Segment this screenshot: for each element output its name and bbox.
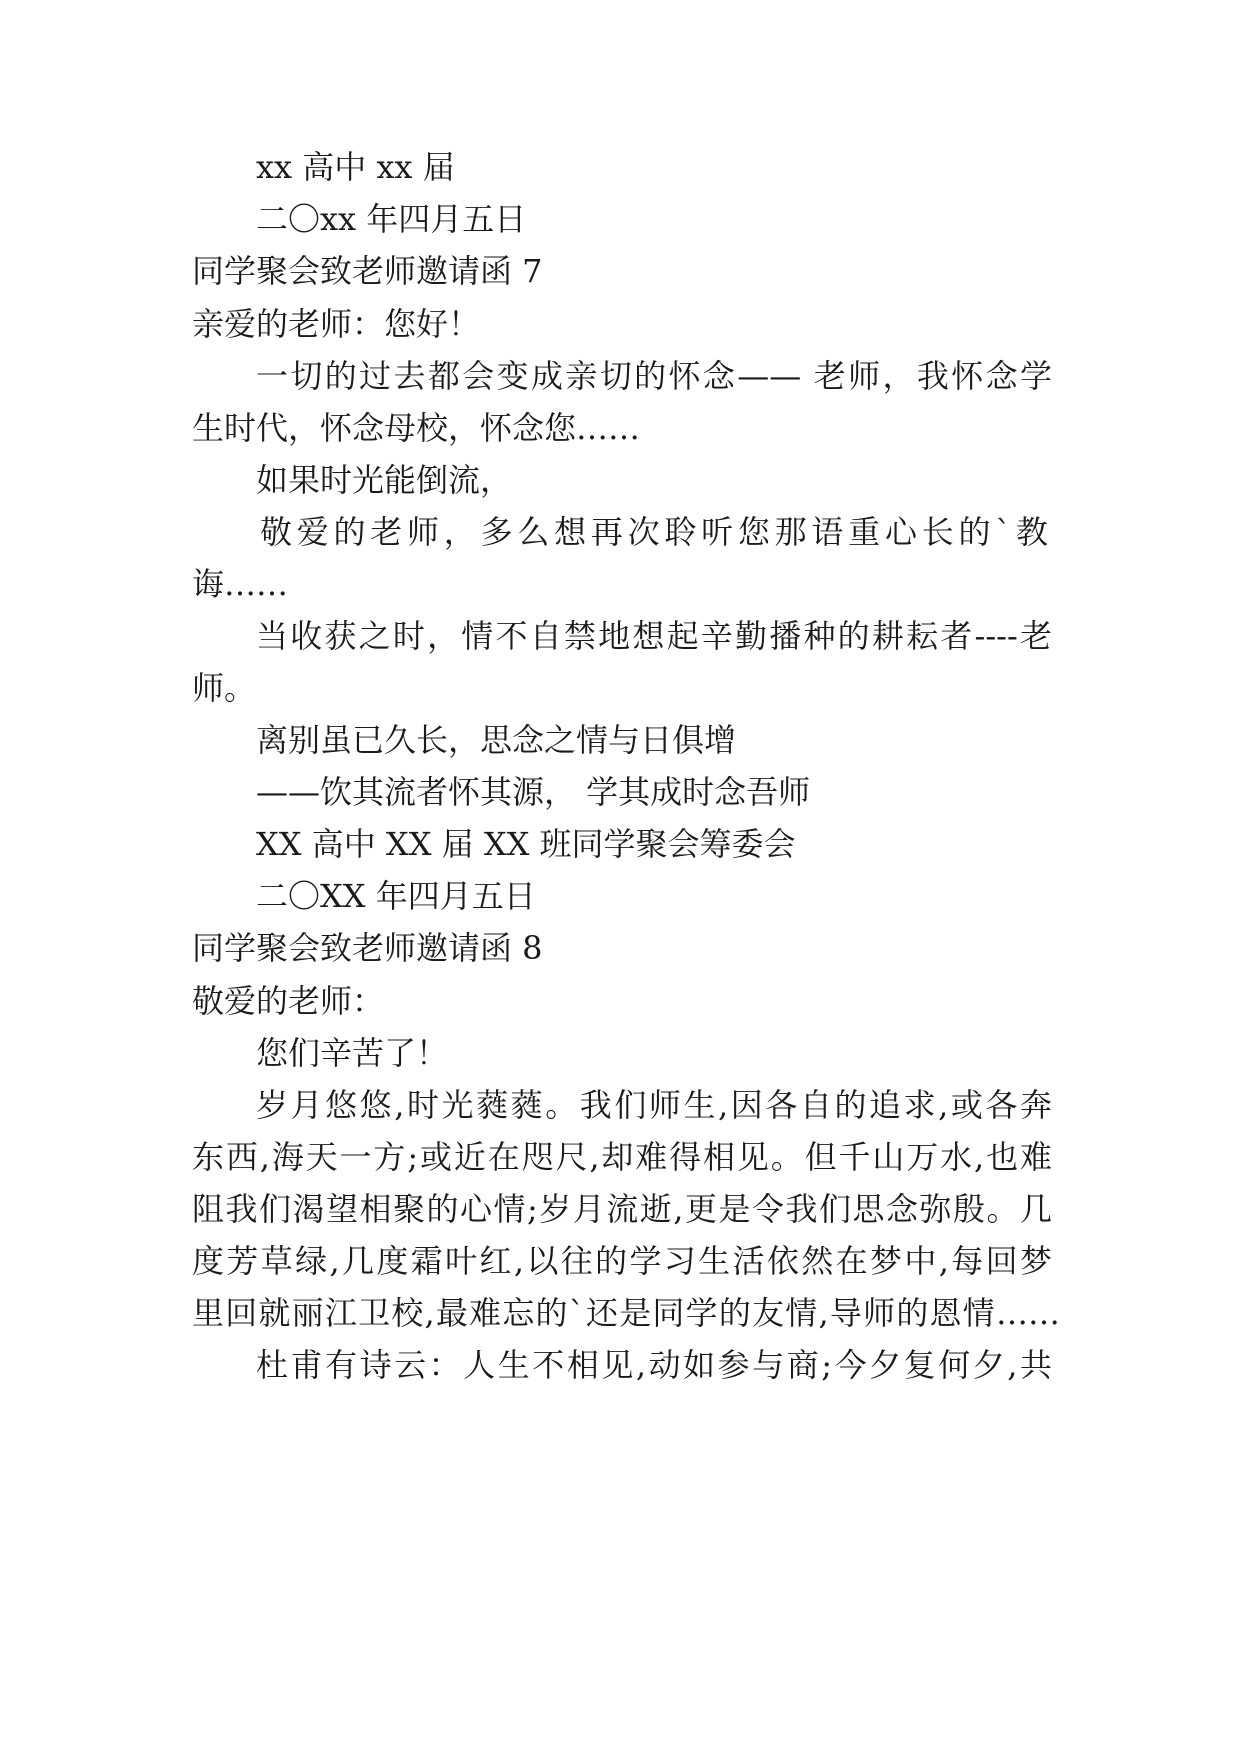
paragraph-line: ——饮其流者怀其源， 学其成时念吾师 <box>256 773 811 811</box>
letter-7-signature: XX 高中 XX 届 XX 班同学聚会筹委会 <box>256 825 796 863</box>
paragraph-line: 东西,海天一方;或近在咫尺,却难得相见。但千山万水,也难 <box>192 1138 1052 1176</box>
letter-7-title: 同学聚会致老师邀请函 7 <box>192 252 543 290</box>
paragraph-line: 里回就丽江卫校,最难忘的`还是同学的友情,导师的恩情…… <box>192 1294 1060 1332</box>
paragraph-line: 生时代，怀念母校，怀念您…… <box>192 409 641 447</box>
signature-school: xx 高中 xx 届 <box>256 148 455 186</box>
letter-8-salutation: 敬爱的老师： <box>192 982 385 1020</box>
paragraph-line: 当收获之时，情不自禁地想起辛勤播种的耕耘者----老 <box>256 617 1052 655</box>
paragraph-line: 如果时光能倒流， <box>256 461 513 499</box>
letter-7-salutation: 亲爱的老师：您好！ <box>192 305 481 343</box>
paragraph-line: 一切的过去都会变成亲切的怀念—— 老师，我怀念学 <box>256 357 1052 395</box>
letter-8-title: 同学聚会致老师邀请函 8 <box>192 929 543 967</box>
paragraph-line: 敬爱的老师，多么想再次聆听您那语重心长的`教 <box>260 513 1052 551</box>
paragraph-line: 阻我们渴望相聚的心情;岁月流逝,更是令我们思念弥殷。几 <box>192 1190 1052 1228</box>
paragraph-line: 师。 <box>192 669 257 707</box>
paragraph-line: 诲…… <box>192 565 289 603</box>
letter-7-date: 二〇XX 年四月五日 <box>256 877 536 915</box>
paragraph-line: 度芳草绿,几度霜叶红,以往的学习生活依然在梦中,每回梦 <box>192 1242 1052 1280</box>
signature-date: 二〇xx 年四月五日 <box>256 200 527 238</box>
paragraph-line: 杜甫有诗云：人生不相见,动如参与商;今夕复何夕,共 <box>256 1346 1052 1384</box>
paragraph-line: 岁月悠悠,时光蕤蕤。我们师生,因各自的追求,或各奔 <box>256 1086 1052 1124</box>
paragraph-line: 您们辛苦了！ <box>256 1034 449 1072</box>
paragraph-line: 离别虽已久长，思念之情与日俱增 <box>256 721 737 759</box>
